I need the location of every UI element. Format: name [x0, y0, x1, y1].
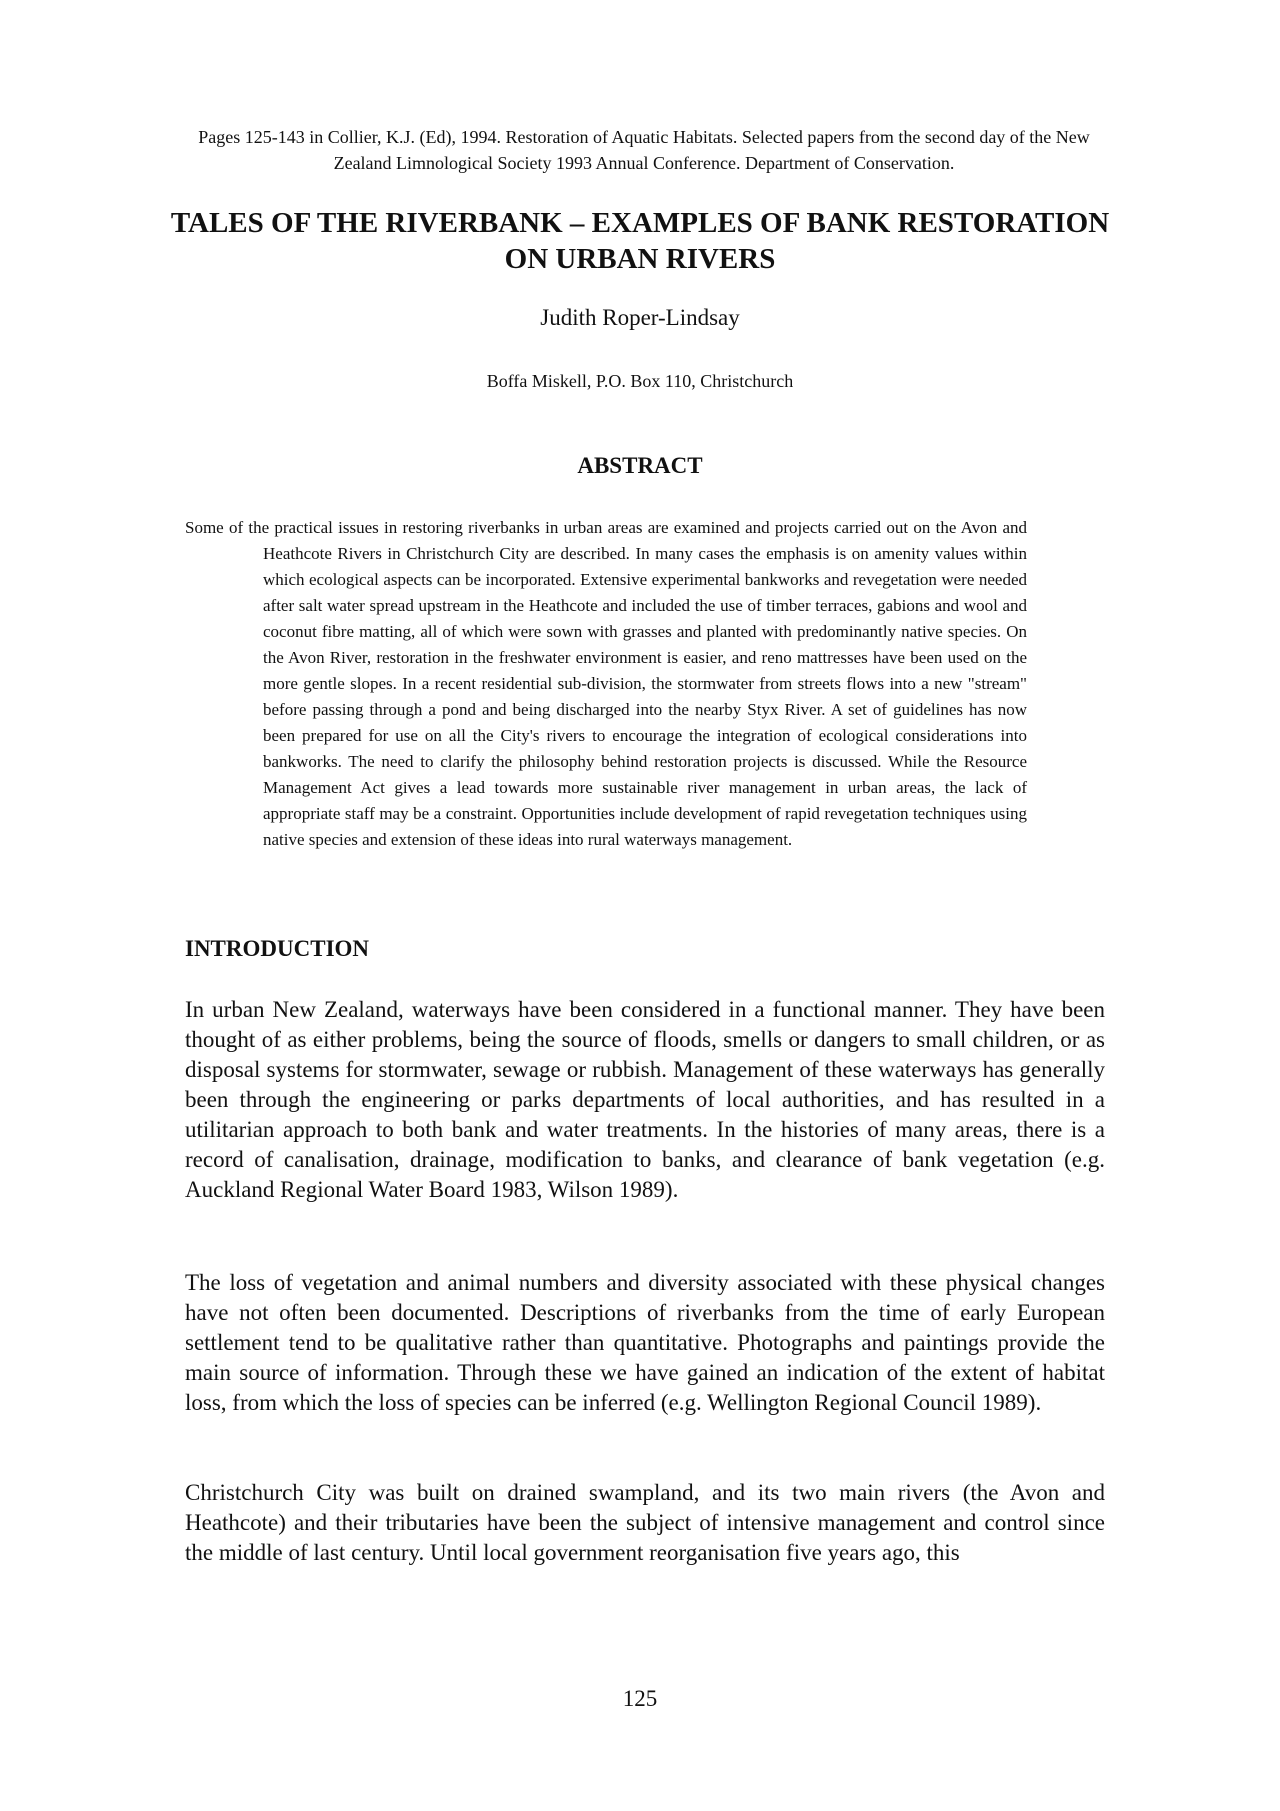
- body-paragraph-2: The loss of vegetation and animal numbers and diversity associated with these physical changes have not often been documented. Descriptions of riverbanks from the time of early European settlement tend to be qualitative rather than quantitative. Photographs and paintings provide the main source of information. Through these we have gained an indication of the extent of habitat loss, from which the loss of species can be inferred (e.g. Wellington Regional Council 1989).: [185, 1270, 1105, 1415]
- introduction-heading: INTRODUCTION: [185, 936, 370, 961]
- body-paragraph-3: Christchurch City was built on drained swampland, and its two main rivers (the Avon and Heathcote) and their tributaries have been the subject of intensive management and control since the middle of last century. Until local government reorganisation five years ago, this: [185, 1480, 1105, 1565]
- abstract-heading: ABSTRACT: [577, 453, 703, 478]
- abstract-text: Some of the practical issues in restoring riverbanks in urban areas are examined and projects carried out on the Avon and Heathcote Rivers in Christchurch City are described. In many cases the emphasis is on amenity values within which ecological aspects can be incorporated. Extensive experimental bankworks and revegetation were needed after salt water spread upstream in the Heathcote and included the use of timber terraces, gabions and wool and coconut fibre matting, all of which were sown with grasses and planted with predominantly native species. On the Avon River, restoration in the freshwater environment is easier, and reno mattresses have been used on the more gentle slopes. In a recent residential sub-division, the stormwater from streets flows into a new "stream" before passing through a pond and being discharged into the nearby Styx River. A set of guidelines has now been prepared for use on all the City's rivers to encourage the integration of ecological considerations into bankworks. The need to clarify the philosophy behind restoration projects is discussed. While the Resource Management Act gives a lead towards more sustainable river management in urban areas, the lack of appropriate staff may be a constraint. Opportunities include development of rapid revegetation techniques using native species and extension of these ideas into rural waterways management.: [185, 518, 1027, 849]
- citation-header: Pages 125-143 in Collier, K.J. (Ed), 1994. Restoration of Aquatic Habitats. Selected papers from the second day of the New Zealand Limnological Society 1993 Annual Conference. Department of Conservation.: [198, 127, 1090, 173]
- body-paragraph-1: In urban New Zealand, waterways have been considered in a functional manner. They have been thought of as either problems, being the source of floods, smells or dangers to small children, or as disposal systems for stormwater, sewage or rubbish. Management of these waterways has generally been through the engineering or parks departments of local authorities, and has resulted in a utilitarian approach to both bank and water treatments. In the histories of many areas, there is a record of canalisation, drainage, modification to banks, and clearance of bank vegetation (e.g. Auckland Regional Water Board 1983, Wilson 1989).: [185, 997, 1105, 1202]
- author-name: Judith Roper-Lindsay: [540, 305, 740, 330]
- paper-title: TALES OF THE RIVERBANK – EXAMPLES OF BANK RESTORATION ON URBAN RIVERS: [170, 207, 1110, 275]
- page-number: 125: [622, 1686, 658, 1711]
- author-affiliation: Boffa Miskell, P.O. Box 110, Christchurch: [486, 371, 794, 391]
